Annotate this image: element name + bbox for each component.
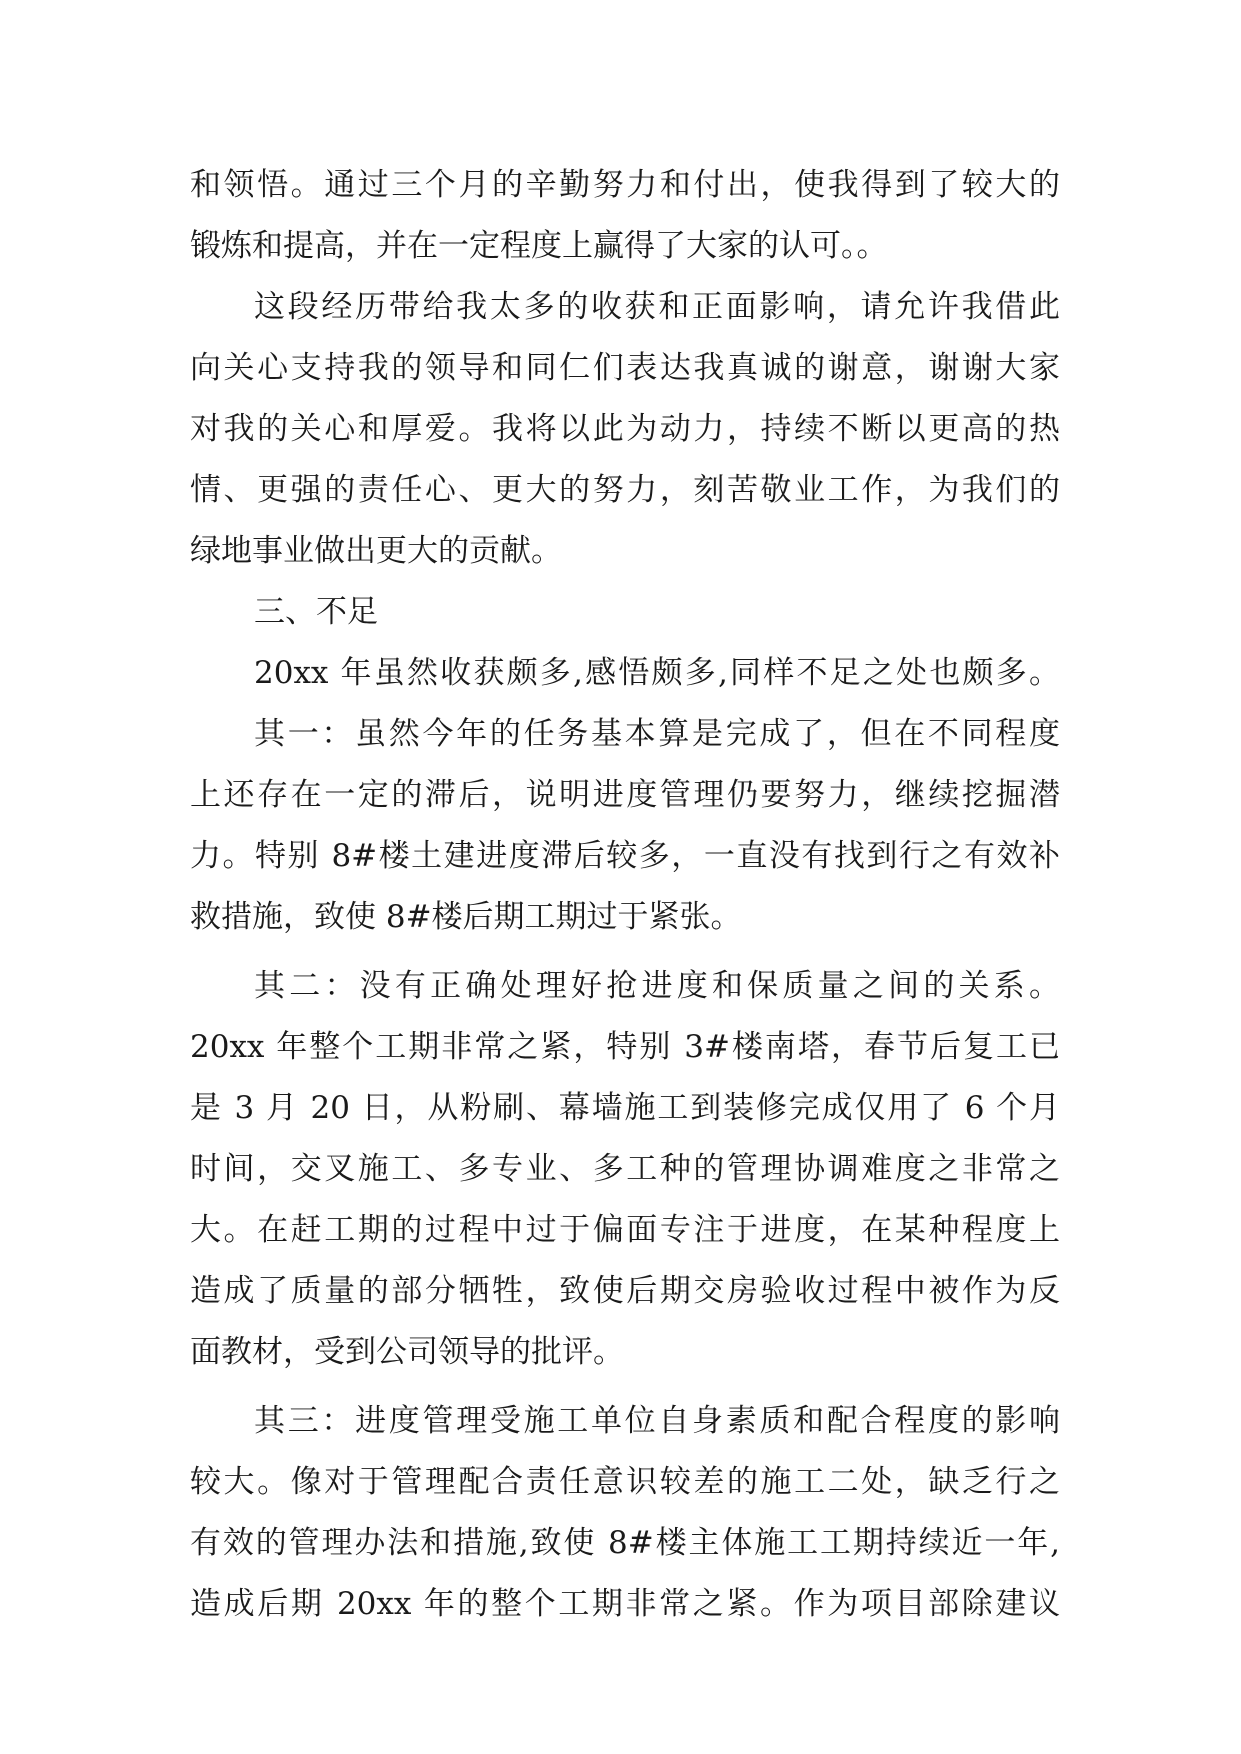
text-line: 有效的管理办法和措施,致使 8#楼主体施工工期持续近一年,: [190, 1525, 1060, 1561]
text-line: 这段经历带给我太多的收获和正面影响，请允许我借此: [254, 289, 1060, 325]
text-line: 三、不足: [254, 594, 378, 630]
text-line: 向关心支持我的领导和同仁们表达我真诚的谢意，谢谢大家: [190, 350, 1060, 386]
text-line: 是 3 月 20 日，从粉刷、幕墙施工到装修完成仅用了 6 个月: [190, 1090, 1060, 1126]
text-line: 绿地事业做出更大的贡献。: [190, 533, 562, 569]
text-line: 其一：虽然今年的任务基本算是完成了，但在不同程度: [254, 716, 1060, 752]
text-line: 情、更强的责任心、更大的努力，刻苦敬业工作，为我们的: [190, 472, 1060, 508]
text-line: 锻炼和提高，并在一定程度上赢得了大家的认可。。: [190, 228, 888, 264]
text-line: 造成后期 20xx 年的整个工期非常之紧。作为项目部除建议: [190, 1586, 1060, 1622]
text-line: 大。在赶工期的过程中过于偏面专注于进度，在某种程度上: [190, 1212, 1060, 1248]
text-line: 救措施，致使 8#楼后期工期过于紧张。: [190, 899, 742, 935]
text-line: 面教材，受到公司领导的批评。: [190, 1334, 624, 1370]
text-line: 其二：没有正确处理好抢进度和保质量之间的关系。: [254, 968, 1060, 1004]
text-line: 和领悟。通过三个月的辛勤努力和付出，使我得到了较大的: [190, 167, 1060, 203]
text-line: 对我的关心和厚爱。我将以此为动力，持续不断以更高的热: [190, 411, 1060, 447]
text-line: 时间，交叉施工、多专业、多工种的管理协调难度之非常之: [190, 1151, 1060, 1187]
text-line: 力。特别 8#楼土建进度滞后较多，一直没有找到行之有效补: [190, 838, 1060, 874]
text-line: 造成了质量的部分牺牲，致使后期交房验收过程中被作为反: [190, 1273, 1060, 1309]
text-line: 20xx 年虽然收获颇多,感悟颇多,同样不足之处也颇多。: [254, 655, 1060, 691]
document-body: [190, 155, 1060, 1635]
text-line: 上还存在一定的滞后，说明进度管理仍要努力，继续挖掘潜: [190, 777, 1060, 813]
text-line: 较大。像对于管理配合责任意识较差的施工二处，缺乏行之: [190, 1464, 1060, 1500]
text-line: 20xx 年整个工期非常之紧，特别 3#楼南塔，春节后复工已: [190, 1029, 1060, 1065]
text-line: 其三：进度管理受施工单位自身素质和配合程度的影响: [254, 1403, 1060, 1439]
